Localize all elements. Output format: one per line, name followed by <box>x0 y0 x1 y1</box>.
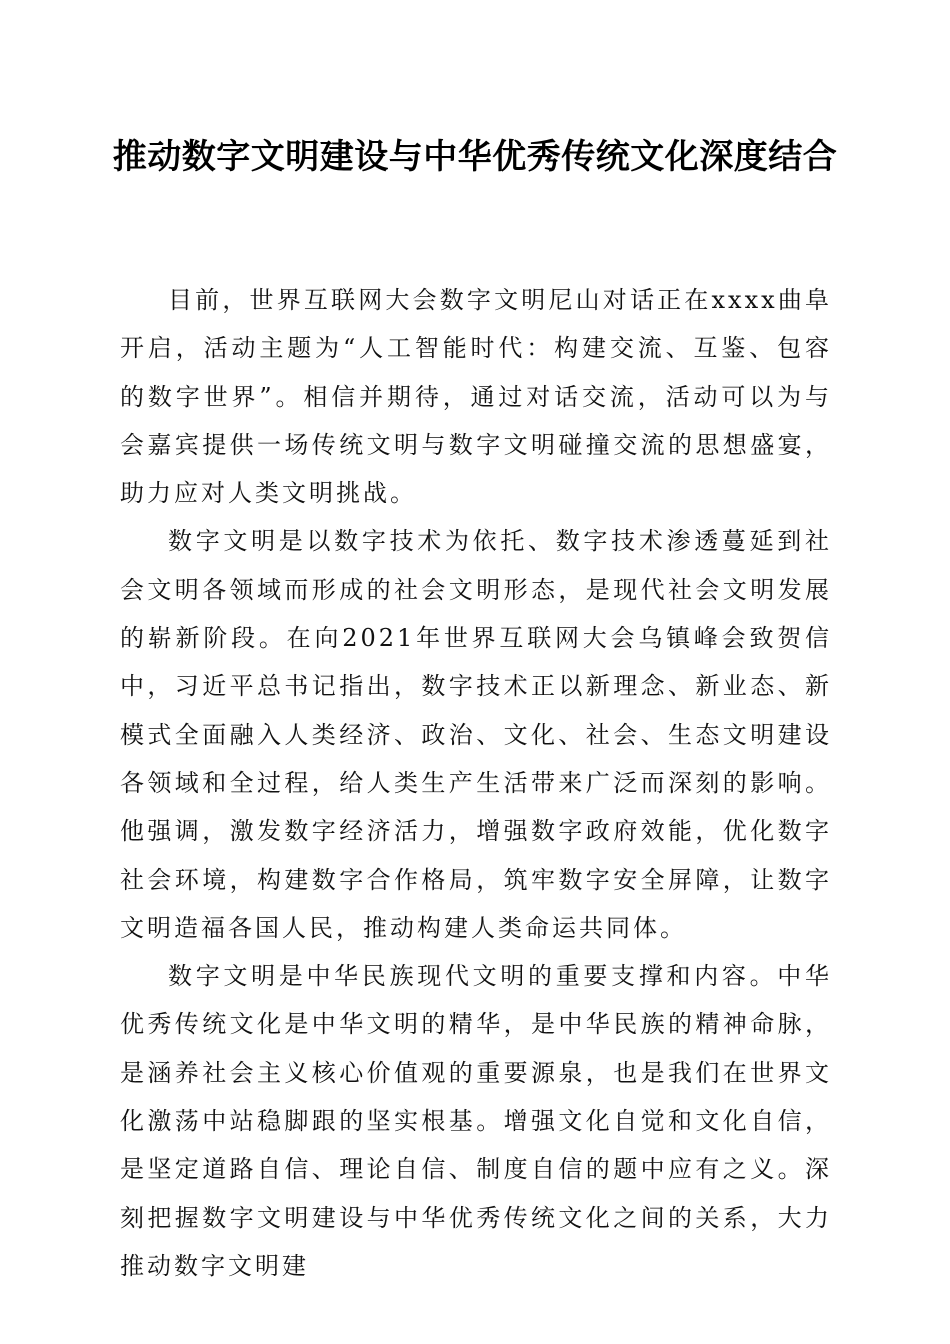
document-title: 推动数字文明建设与中华优秀传统文化深度结合 <box>112 137 838 177</box>
document-body <box>120 276 832 1290</box>
paragraph-2: 数字文明是以数字技术为依托、数字技术渗透蔓延到社会文明各领域而形成的社会文明形态，是现代社会文明发展的崭新阶段。在向2021年世界互联网大会乌镇峰会致贺信中，习近平总书记指出，数字技术正以新理念、新业态、新模式全面融入人类经济、政治、文化、社会、生态文明建设各领域和全过程，给人类生产生活带来广泛而深刻的影响。他强调，激发数字经济活力，增强数字政府效能，优化数字社会环境，构建数字合作格局，筑牢数字安全屏障，让数字文明造福各国人民，推动构建人类命运共同体。 <box>120 527 832 942</box>
paragraph-1: 目前，世界互联网大会数字文明尼山对话正在xxxx曲阜开启，活动主题为“人工智能时代：构建交流、互鉴、包容的数字世界”。相信并期待，通过对话交流，活动可以为与会嘉宾提供一场传统文明与数字文明碰撞交流的思想盛宴，助力应对人类文明挑战。 <box>120 286 832 508</box>
paragraph-3: 数字文明是中华民族现代文明的重要支撑和内容。中华优秀传统文化是中华文明的精华，是中华民族的精神命脉，是涵养社会主义核心价值观的重要源泉，也是我们在世界文化激荡中站稳脚跟的坚实根基。增强文化自觉和文化自信，是坚定道路自信、理论自信、制度自信的题中应有之义。深刻把握数字文明建设与中华优秀传统文化之间的关系，大力推动数字文明建 <box>120 962 832 1280</box>
